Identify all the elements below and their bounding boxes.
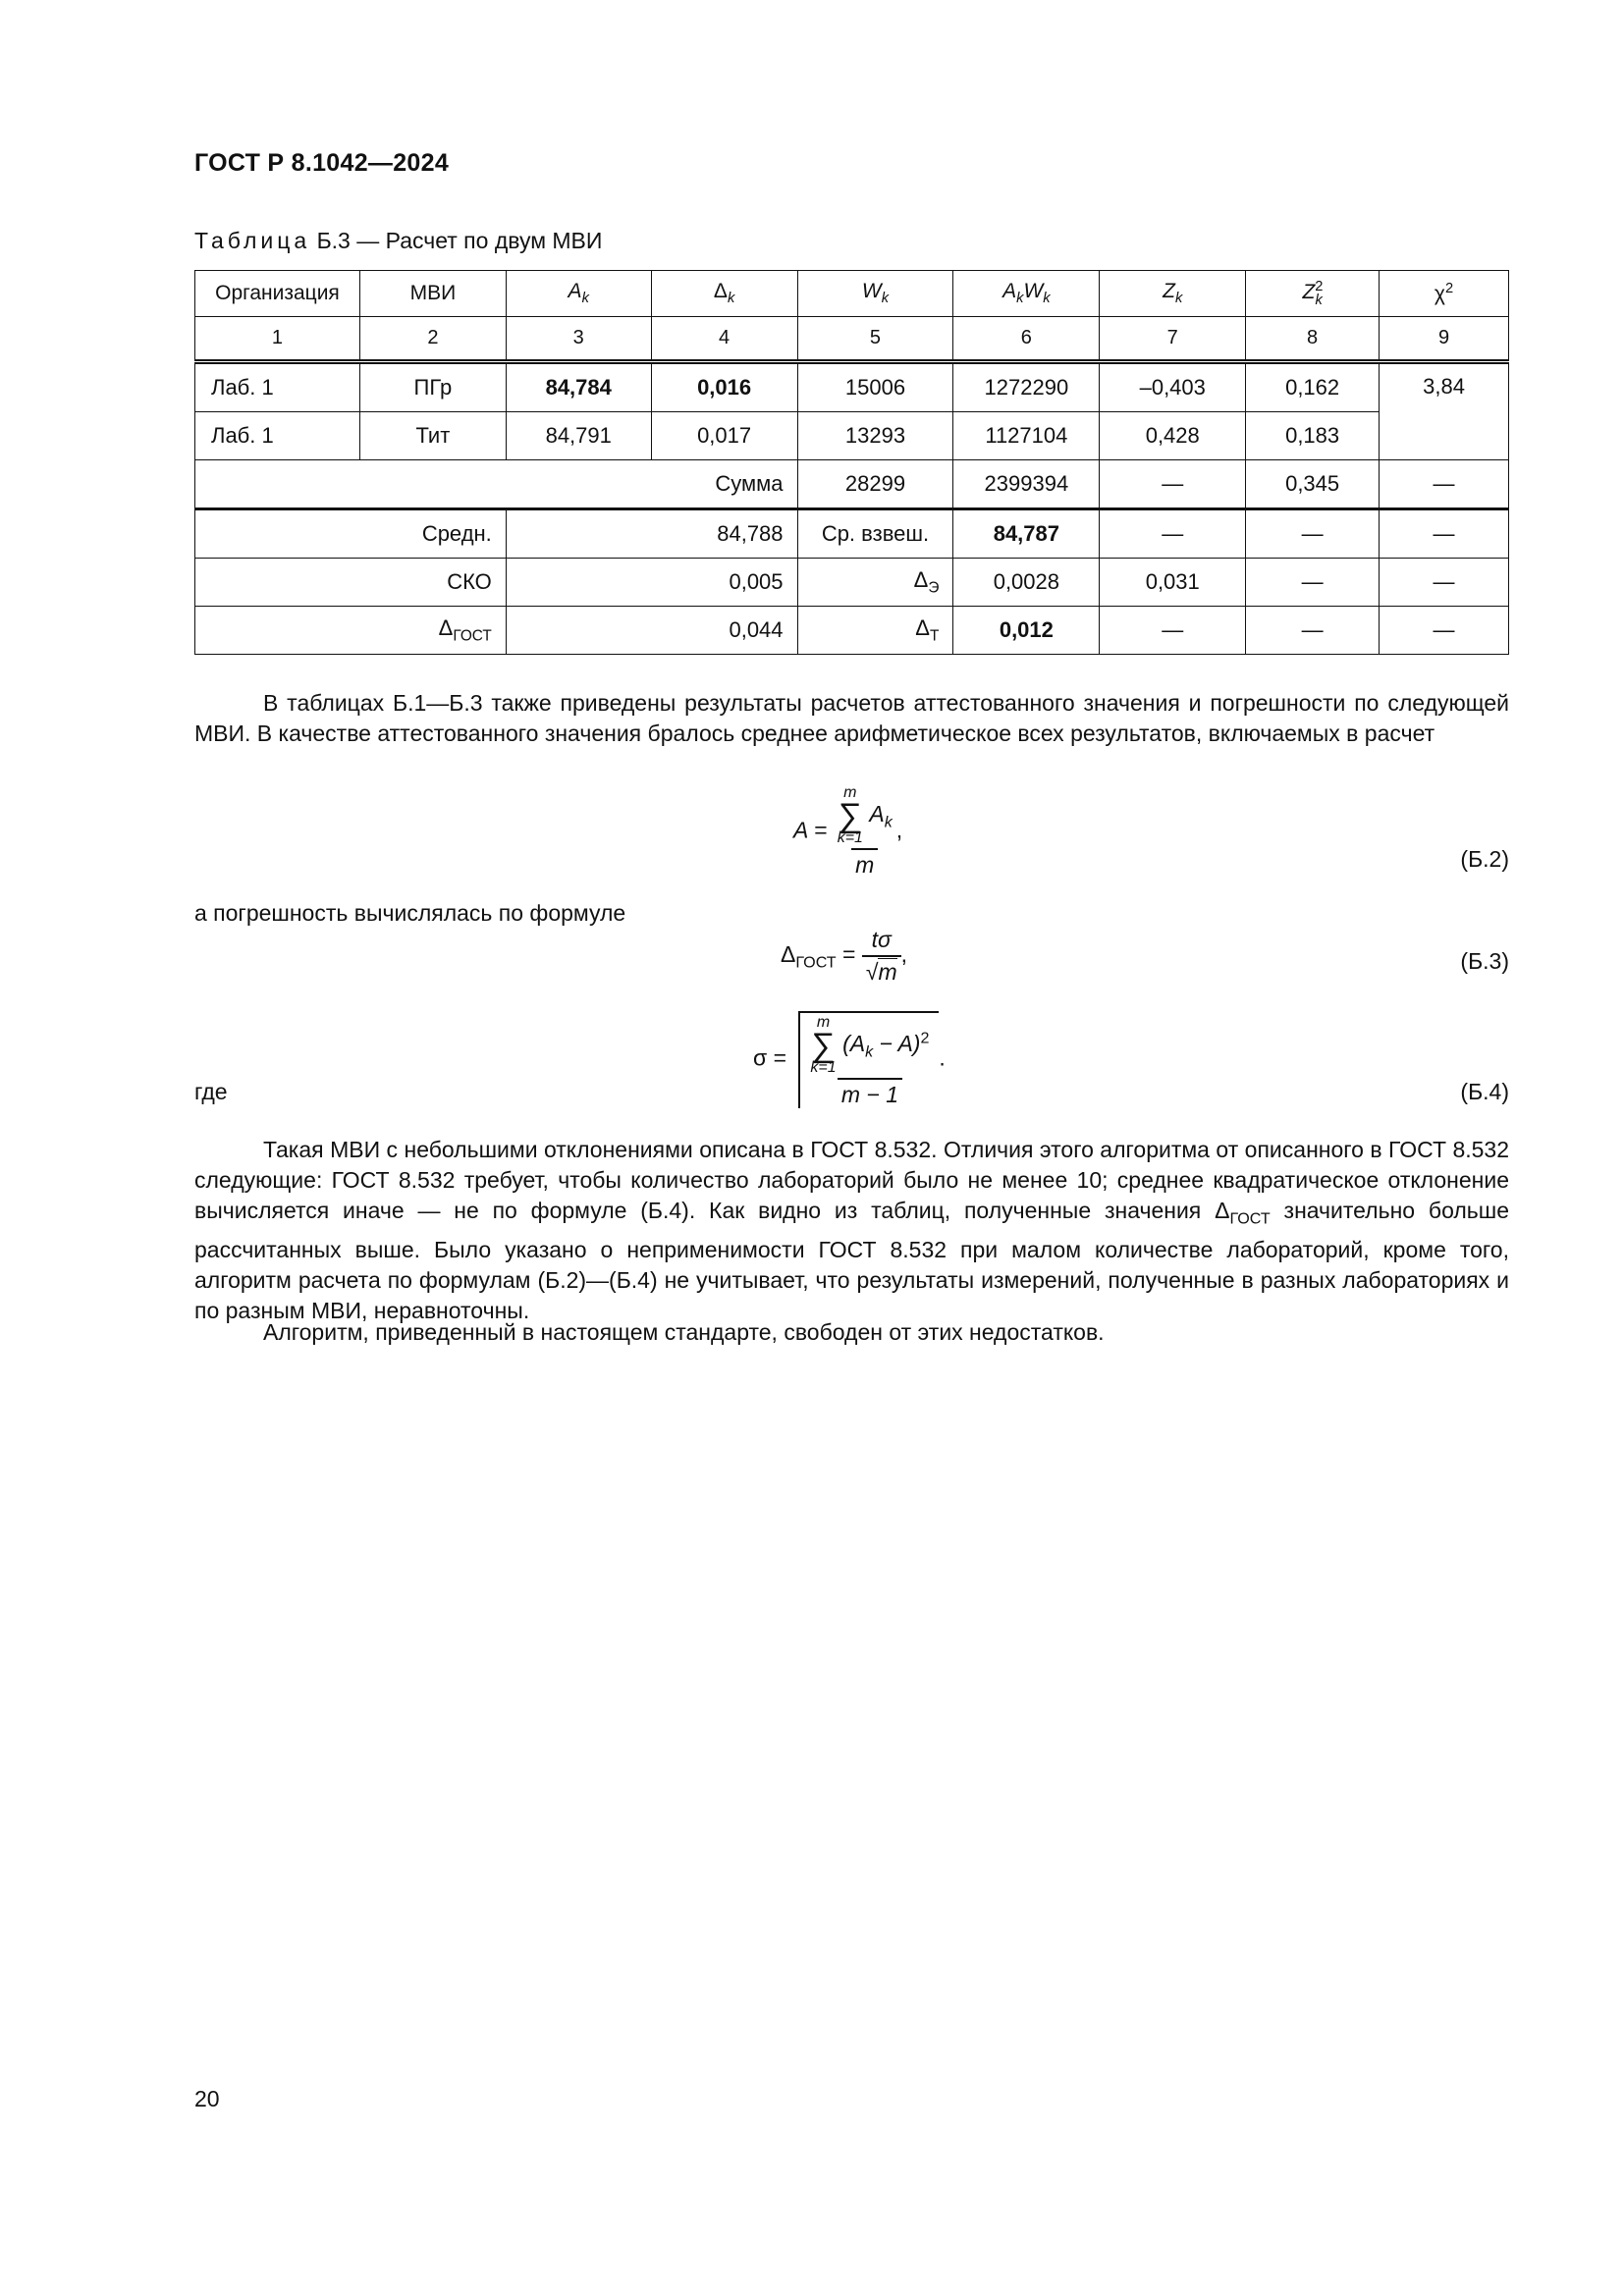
gost-zk: — — [1100, 607, 1246, 655]
delta-gost-value: 0,044 — [506, 607, 797, 655]
cell-chi2: 3,84 — [1380, 362, 1509, 460]
equation-number-b4: (Б.4) — [1460, 1079, 1509, 1104]
mean-value: 84,788 — [506, 509, 797, 559]
col-header-akwk: $A_kW_k$ — [953, 271, 1100, 317]
col-number: 7 — [1100, 317, 1246, 362]
mean-row — [195, 509, 1509, 559]
sum-row — [195, 460, 1509, 509]
cell-org: Лаб. 1 — [195, 362, 360, 412]
sum-label: Сумма — [195, 460, 798, 509]
cell-org: Лаб. 1 — [195, 412, 360, 460]
col-header-ak: $A_k$ — [506, 271, 651, 317]
cell-dk: 0,017 — [651, 412, 797, 460]
gost-row — [195, 607, 1509, 655]
cell-zk: –0,403 — [1100, 362, 1246, 412]
sum-wk: 28299 — [797, 460, 953, 509]
cell-ak: 84,791 — [506, 412, 651, 460]
mean-chi2: — — [1380, 509, 1509, 559]
delta-t-label: $\Delta_Т$ — [797, 607, 953, 655]
delta-e-value: 0,0028 — [953, 559, 1100, 607]
document-header: ГОСТ Р 8.1042—2024 — [194, 149, 450, 177]
col-header-chi2: $\chi^2$ — [1380, 271, 1509, 317]
delta-t-value: 0,012 — [953, 607, 1100, 655]
col-header-zk2: $Z^2_k$ — [1246, 271, 1380, 317]
cell-akwk: 1272290 — [953, 362, 1100, 412]
col-number: 3 — [506, 317, 651, 362]
formula-b2: A = m ∑ k=1 $A_k$ m , — [793, 784, 903, 878]
col-header-mvi: МВИ — [359, 271, 506, 317]
delta-e-label: $\Delta_Э$ — [797, 559, 953, 607]
col-number: 5 — [797, 317, 953, 362]
sko-zk2: — — [1246, 559, 1380, 607]
table-row — [195, 412, 1509, 460]
where-label: где — [194, 1079, 228, 1104]
col-number: 1 — [195, 317, 360, 362]
mean-zk2: — — [1246, 509, 1380, 559]
sum-chi2: — — [1380, 460, 1509, 509]
mean-zk: — — [1100, 509, 1246, 559]
sum-symbol: m ∑ k=1 — [810, 1014, 837, 1076]
paragraph-3: Такая МВИ с небольшими отклонениями описана в ГОСТ 8.532. Отличия этого алгоритма от описанного в ГОСТ 8.532 следующие: ГОСТ 8.532 требует, чтобы количество лабораторий было не менее 10; среднее квадратическое отклонение вычисляется иначе — не по формуле (Б.4). Как видно из таблиц, полученные значения $\Delta_{ГОСТ}$ значительно больше рассчитанных выше. Было указано о неприменимости ГОСТ 8.532 при малом количестве лабораторий, кроме того, алгоритм расчета по формулам (Б.2)—(Б.4) не учитывает, что результаты измерений, полученные в разных лабораториях и по разным МВИ, неравноточны. — [194, 1137, 1510, 1323]
table-header-row — [195, 271, 1509, 317]
sko-zk: 0,031 — [1100, 559, 1246, 607]
cell-dk: 0,016 — [651, 362, 797, 412]
col-header-dk: $\Delta_k$ — [651, 271, 797, 317]
gost-zk2: — — [1246, 607, 1380, 655]
paragraph-4: Алгоритм, приведенный в настоящем стандарте, свободен от этих недостатков. — [263, 1319, 1105, 1345]
sum-akwk: 2399394 — [953, 460, 1100, 509]
weighted-mean-value: 84,787 — [953, 509, 1100, 559]
delta-gost-label: $\Delta_{ГОСТ}$ — [195, 607, 507, 655]
sko-chi2: — — [1380, 559, 1509, 607]
page-number: 20 — [194, 2086, 220, 2111]
weighted-mean-label: Ср. взвеш. — [797, 509, 953, 559]
sum-zk: — — [1100, 460, 1246, 509]
formula-b3-fraction: $\frac{t\sigma}{√m}$ — [862, 927, 901, 986]
cell-mvi: Тит — [359, 412, 506, 460]
sum-zk2: 0,345 — [1246, 460, 1380, 509]
col-number: 4 — [651, 317, 797, 362]
equation-number-b2: (Б.2) — [1460, 846, 1509, 872]
col-number: 2 — [359, 317, 506, 362]
cell-akwk: 1127104 — [953, 412, 1100, 460]
paragraph-2: а погрешность вычислялась по формуле — [194, 900, 626, 926]
sko-label: СКО — [195, 559, 507, 607]
formula-b3: $\Delta_{ГОСТ}$ = $\frac{t\sigma}{√m}$ , — [781, 927, 908, 985]
col-number: 8 — [1246, 317, 1380, 362]
table-row — [195, 362, 1509, 412]
gost-chi2: — — [1380, 607, 1509, 655]
col-header-org: Организация — [195, 271, 360, 317]
cell-zk2: 0,162 — [1246, 362, 1380, 412]
sko-row — [195, 559, 1509, 607]
table-caption-title: Б.3 — Расчет по двум МВИ — [310, 228, 603, 253]
calculation-table — [194, 270, 1509, 655]
formula-b4: σ = m ∑ k=1 $(A_k - A)^2$ m − 1 . — [753, 1011, 946, 1108]
equation-number-b3: (Б.3) — [1460, 948, 1509, 974]
col-number: 6 — [953, 317, 1100, 362]
cell-zk2: 0,183 — [1246, 412, 1380, 460]
col-number: 9 — [1380, 317, 1509, 362]
cell-ak: 84,784 — [506, 362, 651, 412]
paragraph-1: В таблицах Б.1—Б.3 также приведены результаты расчетов аттестованного значения и погрешности по следующей МВИ. В качестве аттестованного значения бралось среднее арифметическое всех результатов, включаемых в расчет — [194, 690, 1509, 746]
formula-b2-fraction: m ∑ k=1 $A_k$ m — [837, 784, 893, 878]
cell-zk: 0,428 — [1100, 412, 1246, 460]
sko-value: 0,005 — [506, 559, 797, 607]
column-number-row — [195, 317, 1509, 362]
formula-b2-lhs: A = — [793, 817, 828, 843]
sqrt-radical: m ∑ k=1 $(A_k - A)^2$ m − 1 — [798, 1011, 939, 1108]
table-caption — [194, 228, 602, 254]
cell-wk: 13293 — [797, 412, 953, 460]
col-header-wk: $W_k$ — [797, 271, 953, 317]
col-header-zk: $Z_k$ — [1100, 271, 1246, 317]
mean-label: Средн. — [195, 509, 507, 559]
cell-mvi: ПГр — [359, 362, 506, 412]
table-caption-label: Таблица — [194, 228, 311, 253]
cell-wk: 15006 — [797, 362, 953, 412]
sum-symbol: m ∑ k=1 — [837, 784, 863, 846]
